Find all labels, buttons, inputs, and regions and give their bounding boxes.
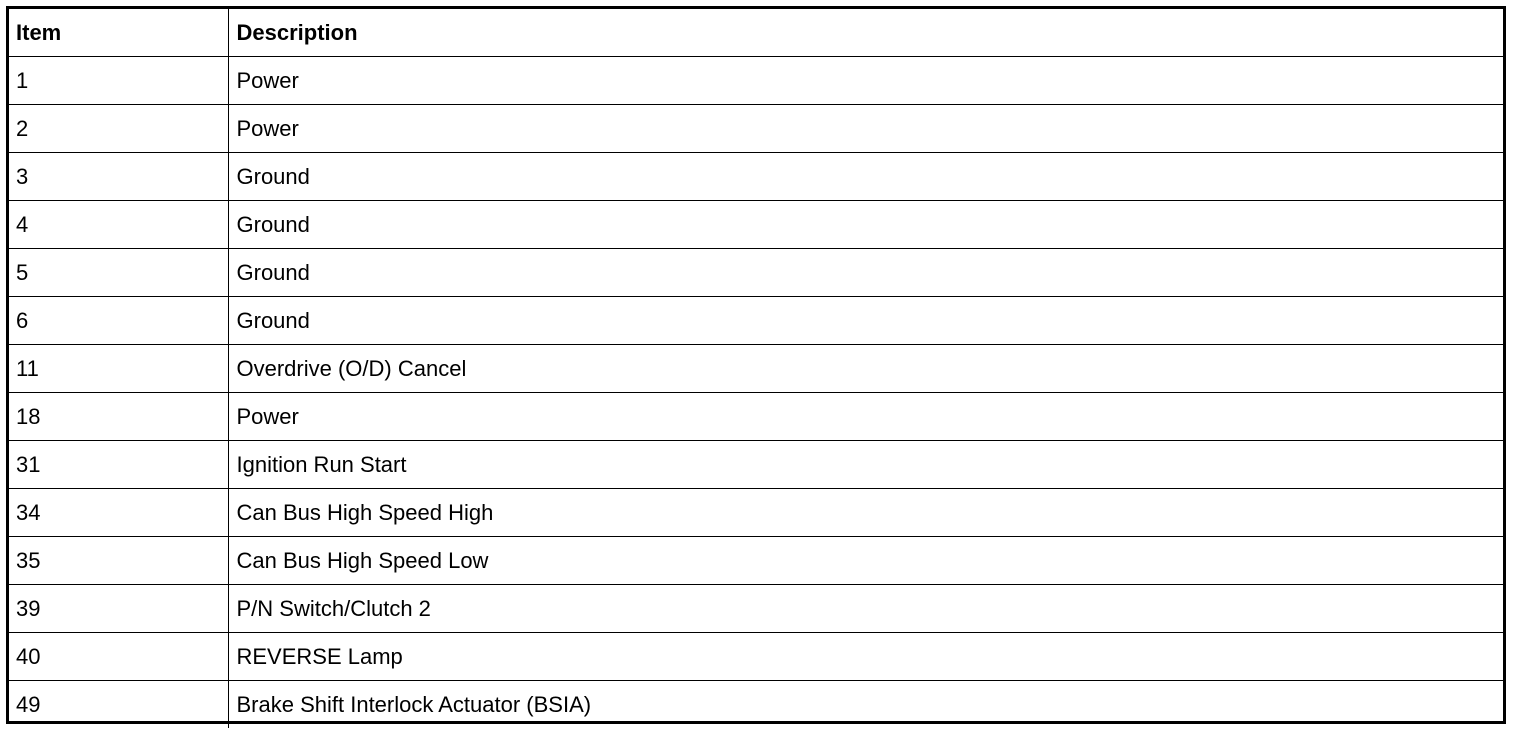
item-cell: 3 [9, 153, 228, 201]
connector-pinout-table-frame [6, 6, 1506, 724]
table-row [9, 537, 1503, 585]
description-cell: Ground [228, 153, 1503, 201]
description-cell: Power [228, 393, 1503, 441]
table-row [9, 489, 1503, 537]
item-cell: 4 [9, 201, 228, 249]
item-cell: 5 [9, 249, 228, 297]
table-row [9, 153, 1503, 201]
table-row [9, 633, 1503, 681]
description-cell: Can Bus High Speed Low [228, 537, 1503, 585]
item-cell: 39 [9, 585, 228, 633]
description-cell: P/N Switch/Clutch 2 [228, 585, 1503, 633]
connector-pinout-table [9, 9, 1503, 728]
item-cell: 1 [9, 57, 228, 105]
item-cell: 31 [9, 441, 228, 489]
table-row [9, 201, 1503, 249]
item-cell: 6 [9, 297, 228, 345]
table-row [9, 57, 1503, 105]
item-cell: 40 [9, 633, 228, 681]
description-cell: Power [228, 105, 1503, 153]
item-cell: 34 [9, 489, 228, 537]
description-cell: Ignition Run Start [228, 441, 1503, 489]
description-cell: Ground [228, 297, 1503, 345]
column-header-description: Description [228, 9, 1503, 57]
table-row [9, 297, 1503, 345]
item-cell: 49 [9, 681, 228, 729]
description-cell: Can Bus High Speed High [228, 489, 1503, 537]
table-row [9, 345, 1503, 393]
column-header-item: Item [9, 9, 228, 57]
item-cell: 2 [9, 105, 228, 153]
table-row [9, 585, 1503, 633]
item-cell: 18 [9, 393, 228, 441]
description-cell: Ground [228, 249, 1503, 297]
description-cell: REVERSE Lamp [228, 633, 1503, 681]
table-row [9, 105, 1503, 153]
table-row [9, 681, 1503, 729]
table-row [9, 441, 1503, 489]
table-header-row [9, 9, 1503, 57]
item-cell: 35 [9, 537, 228, 585]
description-cell: Ground [228, 201, 1503, 249]
table-row [9, 249, 1503, 297]
description-cell: Power [228, 57, 1503, 105]
table-row [9, 393, 1503, 441]
item-cell: 11 [9, 345, 228, 393]
description-cell: Overdrive (O/D) Cancel [228, 345, 1503, 393]
description-cell: Brake Shift Interlock Actuator (BSIA) [228, 681, 1503, 729]
